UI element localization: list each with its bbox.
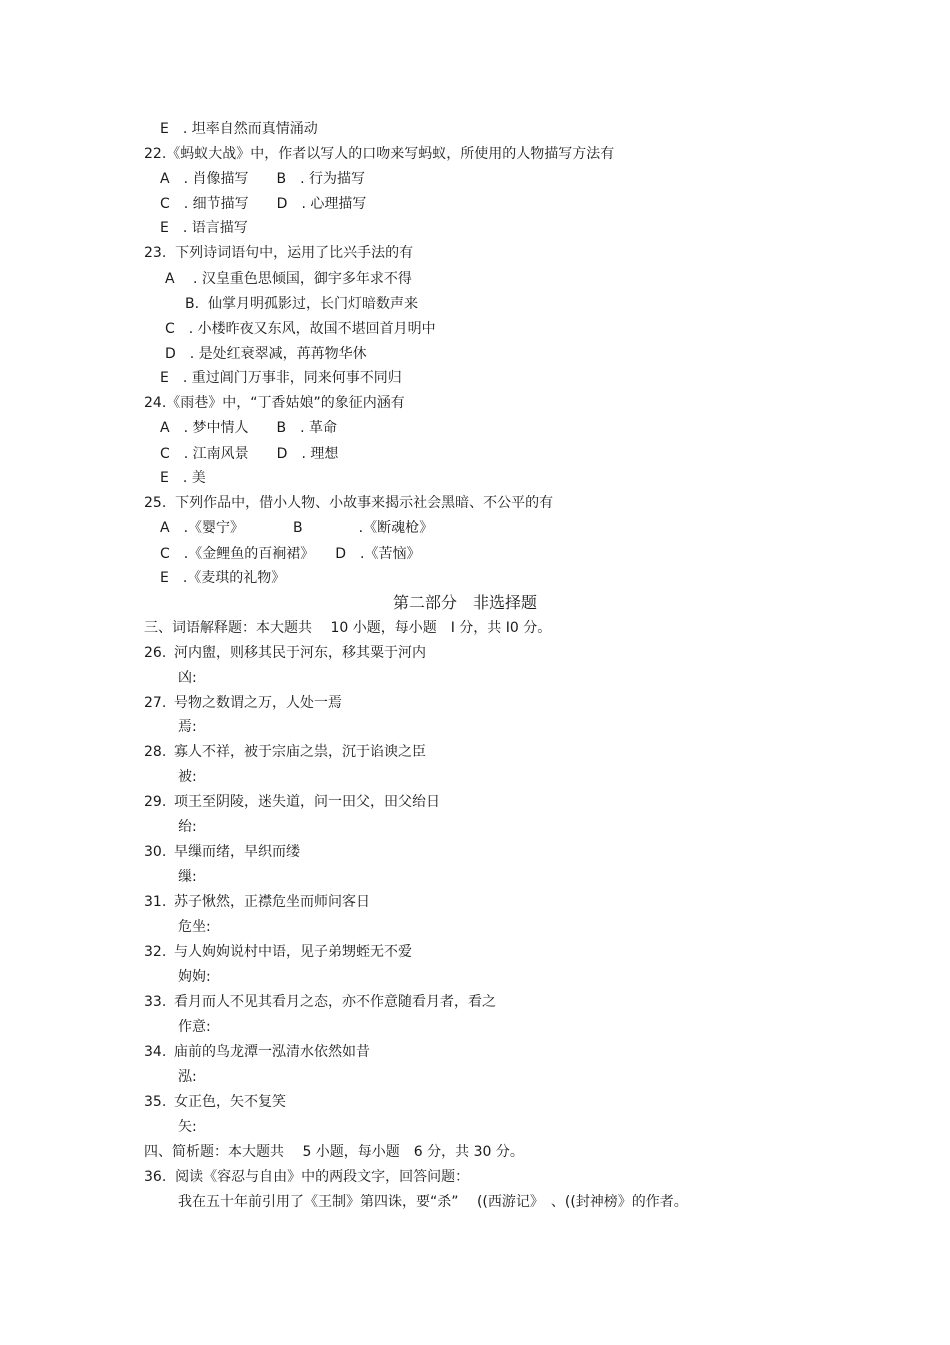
- question-number: 28.: [144, 744, 167, 760]
- question-sentence: 与人姁姁说村中语，见子弟甥蛭无不爱: [174, 944, 412, 960]
- answer-word: 绐:: [178, 819, 197, 835]
- q24-stem: 24.《雨巷》中，“丁香姑娘”的象征内涵有: [144, 395, 405, 411]
- q22-option-e: E . 语言描写: [160, 220, 248, 236]
- answer-word: 作意:: [178, 1019, 211, 1035]
- q36-passage: 我在五十年前引用了《王制》第四诛，要“杀” ((西游记》 、((封神榜》的作者。: [178, 1194, 688, 1210]
- q23-option-d: D . 是处红衰翠减，苒苒物华休: [165, 346, 367, 362]
- q23-option-c: C . 小楼昨夜又东风，故国不堪回首月明中: [165, 321, 436, 337]
- question-number: 31.: [144, 894, 167, 910]
- q25-options-ab: A .《婴宁》 B .《断魂枪》: [160, 520, 434, 536]
- question-number: 27.: [144, 695, 167, 711]
- question-number: 35.: [144, 1094, 167, 1110]
- question-number: 29.: [144, 794, 167, 810]
- answer-word: 姁姁:: [178, 969, 211, 985]
- answer-word: 焉:: [178, 719, 197, 735]
- question-number: 26.: [144, 645, 167, 661]
- section3-heading: 三、词语解释题：本大题共 10 小题，每小题 I 分，共 I0 分。: [144, 620, 552, 636]
- question-sentence: 河内盥，则移其民于河东，移其粟于河内: [174, 645, 426, 661]
- answer-word: 缫:: [178, 869, 197, 885]
- question-sentence: 早缫而绪，早织而缕: [174, 844, 300, 860]
- q22-options-ab: A . 肖像描写 B . 行为描写: [160, 171, 365, 187]
- q25-stem: 25. 下列作品中，借小人物、小故事来揭示社会黑暗、不公平的有: [144, 495, 554, 511]
- answer-word: 危坐:: [178, 919, 211, 935]
- q24-options-cd: C . 江南风景 D . 理想: [160, 446, 339, 462]
- question-sentence: 苏子愀然，正襟危坐而师问客日: [174, 894, 370, 910]
- q25-option-e: E .《麦琪的礼物》: [160, 570, 286, 586]
- question-number: 33.: [144, 994, 167, 1010]
- question-sentence: 庙前的鸟龙潭一泓清水依然如昔: [174, 1044, 370, 1060]
- answer-word: 被:: [178, 769, 197, 785]
- q22-stem: 22.《蚂蚁大战》中，作者以写人的口吻来写蚂蚁，所使用的人物描写方法有: [144, 146, 615, 162]
- q24-options-ab: A . 梦中情人 B . 革命: [160, 420, 337, 436]
- q23-option-a: A . 汉皇重色思倾国，御宇多年求不得: [165, 271, 412, 287]
- question-sentence: 寡人不祥，被于宗庙之祟，沉于谄谀之臣: [174, 744, 426, 760]
- part2-title: 第二部分 非选择题: [393, 593, 538, 612]
- answer-word: 泓:: [178, 1069, 197, 1085]
- q21-option-e: E . 坦率自然而真情涌动: [160, 121, 318, 137]
- question-sentence: 看月而人不见其看月之态，亦不作意随看月者，看之: [174, 994, 496, 1010]
- section4-heading: 四、简析题：本大题共 5 小题，每小题 6 分，共 30 分。: [144, 1144, 524, 1160]
- q25-options-cd: C .《金鲤鱼的百裥裙》 D .《苦恼》: [160, 546, 421, 562]
- q22-options-cd: C . 细节描写 D . 心理描写: [160, 196, 367, 212]
- question-sentence: 号物之数谓之万，人处一焉: [174, 695, 342, 711]
- q23-option-e: E . 重过阊门万事非，同来何事不同归: [160, 370, 402, 386]
- q24-option-e: E . 美: [160, 470, 206, 486]
- question-number: 30.: [144, 844, 167, 860]
- answer-word: 矢:: [178, 1119, 197, 1135]
- q23-option-b: B. 仙掌月明孤影过，长门灯暗数声来: [185, 296, 418, 312]
- question-number: 34.: [144, 1044, 167, 1060]
- q36-stem: 36. 阅读《容忍与自由》中的两段文字，回答问题：: [144, 1169, 470, 1185]
- question-number: 32.: [144, 944, 167, 960]
- question-sentence: 女正色，矢不复笑: [174, 1094, 286, 1110]
- answer-word: 凶:: [178, 670, 197, 686]
- question-sentence: 项王至阴陵，迷失道，问一田父，田父绐日: [174, 794, 440, 810]
- q23-stem: 23. 下列诗词语句中，运用了比兴手法的有: [144, 245, 414, 261]
